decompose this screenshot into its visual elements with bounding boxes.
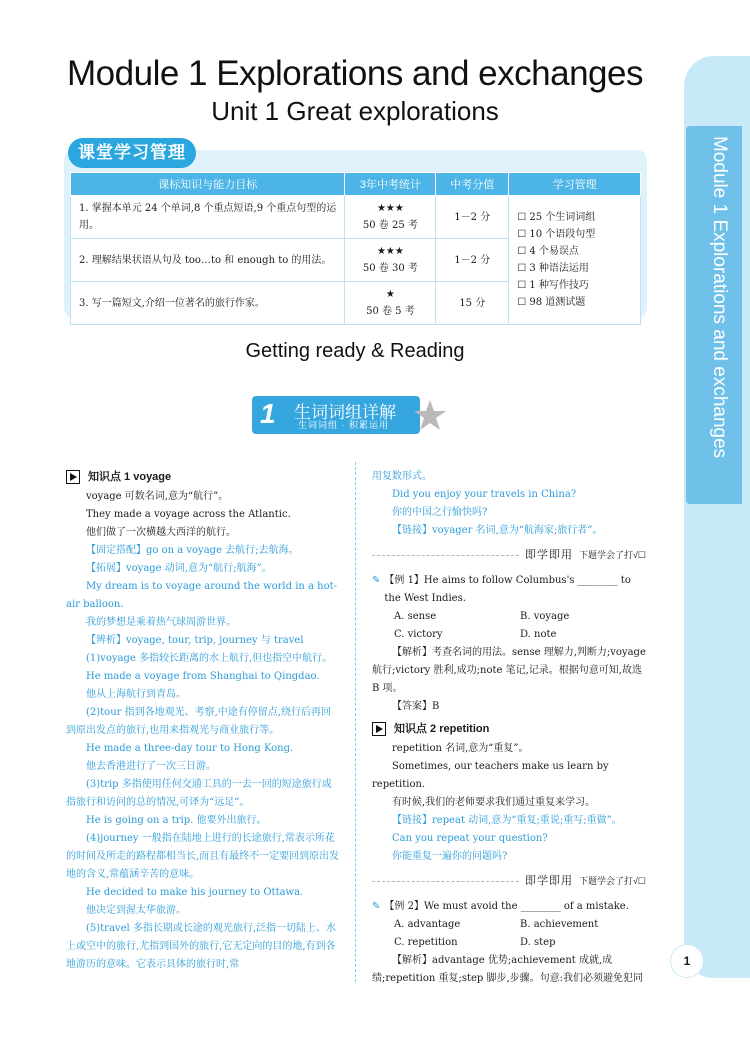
note-paragraph: 【辨析】voyage, tour, trip, journey 与 travel: [86, 635, 304, 646]
note-paragraph: He made a voyage from Shanghai to Qingdao.: [86, 671, 320, 682]
note-paragraph: 他从上海航行到青岛。: [86, 689, 186, 700]
practice-label: 即学即用: [524, 875, 573, 887]
note-paragraph: He is going on a trip. 他要外出旅行。: [86, 815, 267, 826]
management-item: ☐ 25 个生词词组: [517, 212, 596, 223]
example-options: [372, 608, 648, 626]
play-triangle-icon: [66, 470, 80, 484]
play-triangle-icon: [372, 722, 386, 736]
note-paragraph: (4)journey 一般指在陆地上进行的长途旅行,常表示所花的时间及所走的路程都相当长,而且有最终不一定要回到原出发地的含义,常蕴涵辛苦的意味。: [66, 833, 340, 880]
text-paragraph: 他们做了一次横越大西洋的航行。: [86, 527, 236, 538]
column-divider: [355, 462, 356, 982]
banner-number: 1: [260, 398, 276, 429]
note-paragraph: 【拓展】voyage 动词,意为“航行;航海”。: [86, 563, 272, 574]
example-question: [372, 898, 648, 916]
knowledge-point-heading: [66, 468, 340, 486]
practice-note: 下题学会了打√☐: [578, 550, 646, 560]
option: A. sense: [394, 611, 437, 622]
voyage-continued: [372, 468, 648, 540]
knowledge-point-2: [372, 720, 648, 866]
example-options: [372, 916, 648, 934]
goal-cell: 1. 掌握本单元 24 个单词,8 个重点短语,9 个重点句型的运用。: [71, 196, 345, 239]
note-paragraph: 他决定到渥太华旅游。: [86, 905, 186, 916]
management-cell: [509, 196, 641, 325]
column-header: 学习管理: [509, 173, 641, 196]
practice-divider: [372, 546, 648, 564]
goal-cell: 3. 写一篇短文,介绍一位著名的旅行作家。: [71, 282, 345, 325]
example-analysis: 【解析】advantage 优势;achievement 成就,成绩;repetition 重复;step 脚步,步骤。句意:我们必须避免犯同: [372, 955, 644, 984]
unit-title: Unit 1 Great explorations: [211, 96, 499, 126]
section-banner: [252, 396, 448, 434]
exam-count: 50 卷 30 考: [362, 263, 418, 274]
management-item: ☐ 10 个语段句型: [517, 229, 596, 240]
stat-cell: [345, 239, 436, 282]
option: B. achievement: [520, 919, 599, 930]
module-title: Module 1 Explorations and exchanges: [67, 54, 643, 93]
example-options: [372, 626, 648, 644]
management-item: ☐ 3 种语法运用: [517, 263, 589, 274]
note-paragraph: Can you repeat your question?: [392, 833, 548, 844]
exam-count: 50 卷 25 考: [362, 220, 418, 231]
note-paragraph: 【固定搭配】go on a voyage 去航行;去航海。: [86, 545, 299, 556]
option: A. advantage: [394, 919, 461, 930]
section-title: Getting ready & Reading: [245, 340, 465, 362]
option: D. note: [520, 629, 557, 640]
text-paragraph: 有时候,我们的老师要求我们通过重复来学习。: [392, 797, 596, 808]
note-paragraph: He made a three-day tour to Hong Kong.: [86, 743, 294, 754]
management-item: ☐ 4 个易误点: [517, 246, 579, 257]
study-panel-tag: 课堂学习管理: [68, 138, 196, 168]
text-paragraph: They made a voyage across the Atlantic.: [86, 509, 291, 520]
example-question: [372, 572, 648, 608]
score-cell: 1－2 分: [436, 196, 509, 239]
example-stem: 【例 2】We must avoid the ________ of a mistake.: [384, 901, 629, 912]
text-paragraph: repetition 名词,意为“重复”。: [392, 743, 529, 754]
side-tab-text: Module 1 Explorations and exchanges: [709, 136, 730, 459]
practice-note: 下题学会了打√☐: [578, 876, 646, 886]
note-paragraph: 用复数形式。: [372, 471, 432, 482]
score-cell: 1－2 分: [436, 239, 509, 282]
management-item: ☐ 98 道测试题: [517, 297, 586, 308]
goal-cell: 2. 理解结果状语从句及 too…to 和 enough to 的用法。: [71, 239, 345, 282]
note-paragraph: 你能重复一遍你的问题吗?: [392, 851, 508, 862]
example-options: [372, 934, 648, 952]
note-paragraph: 他去香港进行了一次三日游。: [86, 761, 216, 772]
option: C. victory: [394, 629, 443, 640]
banner-subtitle: 生词词组 · 积累运用: [298, 420, 389, 430]
example-analysis: 【解析】考查名词的用法。sense 理解力,判断力;voyage 航行;victory 胜利,成功;note 笔记,记录。根据句意可知,故选 B 项。: [372, 647, 646, 694]
note-paragraph: (1)voyage 多指较长距离的水上航行,但也指空中航行。: [86, 653, 333, 664]
example-stem: 【例 1】He aims to follow Columbus's ________ to the West Indies.: [384, 575, 631, 604]
note-paragraph: 【链接】voyager 名词,意为“航海家;旅行者”。: [392, 525, 603, 536]
table-row: [71, 196, 641, 239]
text-paragraph: voyage 可数名词,意为“航行”。: [86, 491, 229, 502]
note-paragraph: (5)travel 多指长期或长途的观光旅行,泛指一切陆上、水上或空中的旅行,尤指到国外的旅行,它无定向的目的地,有到各地游历的意味。它表示具体的旅行时,常: [66, 923, 337, 970]
note-paragraph: (2)tour 指到各地观光、考察,中途有停留点,绕行后再回到原出发点的旅行,也用来指观光与商业旅行等。: [66, 707, 331, 736]
option: C. repetition: [394, 937, 458, 948]
note-paragraph: Did you enjoy your travels in China?: [392, 489, 577, 500]
star-rating: ★★★: [376, 246, 404, 257]
pen-icon: ✎: [372, 575, 381, 586]
example-answer: 【答案】B: [392, 701, 440, 712]
note-paragraph: My dream is to voyage around the world in a hot-air balloon.: [66, 581, 338, 610]
knowledge-point-title: 知识点 2 repetition: [394, 723, 490, 735]
stat-cell: [345, 282, 436, 325]
banner-title: 生词词组详解: [294, 403, 396, 422]
note-paragraph: (3)trip 多指使用任何交通工具的一去一回的短途旅行或指旅行和访问的总的情况,可译为“远足”。: [66, 779, 332, 808]
star-rating: ★★★: [376, 203, 404, 214]
option: D. step: [520, 937, 556, 948]
note-paragraph: 我的梦想是乘着热气球周游世界。: [86, 617, 236, 628]
knowledge-point-heading: [372, 720, 648, 738]
management-item: ☐ 1 种写作技巧: [517, 280, 589, 291]
knowledge-point-title: 知识点 1 voyage: [88, 471, 172, 483]
right-column: [372, 468, 648, 988]
option: B. voyage: [520, 611, 570, 622]
stat-cell: [345, 196, 436, 239]
left-column: [66, 468, 340, 974]
goals-table-header: [71, 173, 641, 196]
text-paragraph: Sometimes, our teachers make us learn by repetition.: [372, 761, 609, 790]
star-rating: ★: [385, 289, 395, 300]
exam-count: 50 卷 5 考: [366, 306, 415, 317]
column-header: 3年中考统计: [345, 173, 436, 196]
practice-label: 即学即用: [524, 549, 573, 561]
column-header: 中考分值: [436, 173, 509, 196]
note-paragraph: 【链接】repeat 动词,意为“重复;重说;重写;重做”。: [392, 815, 622, 826]
note-paragraph: He decided to make his journey to Ottawa.: [86, 887, 304, 898]
note-paragraph: 你的中国之行愉快吗?: [392, 507, 488, 518]
goals-table: [70, 172, 641, 325]
practice-divider: [372, 872, 648, 890]
star-icon: [412, 398, 448, 434]
page-number: 1: [670, 944, 704, 978]
column-header: 课标知识与能力目标: [71, 173, 345, 196]
score-cell: 15 分: [436, 282, 509, 325]
pen-icon: ✎: [372, 901, 381, 912]
